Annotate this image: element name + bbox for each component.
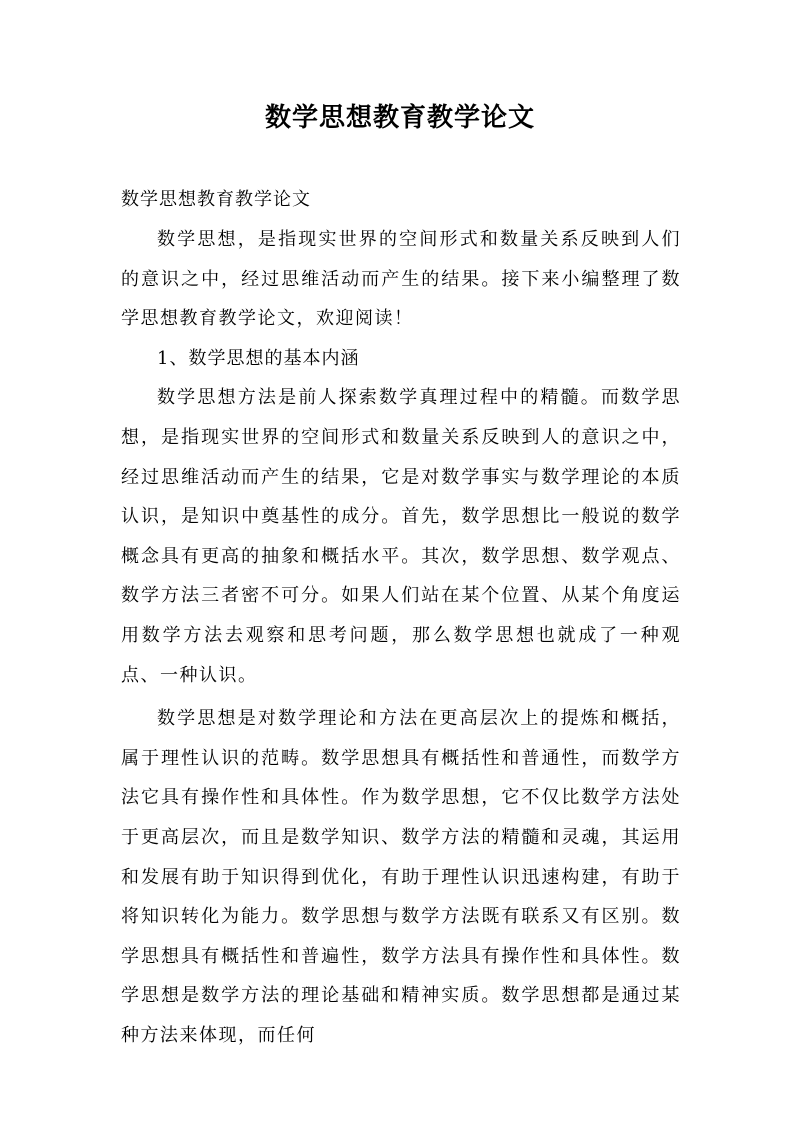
document-body	[121, 180, 681, 1055]
page-title: 数学思想教育教学论文	[264, 103, 535, 133]
body-paragraph: 数学思想是对数学理论和方法在更高层次上的提炼和概括，属于理性认识的范畴。数学思想具有概括性和普通性，而数学方法它具有操作性和具体性。作为数学思想，它不仅比数学方法处于更高层次，而且是数学知识、数学方法的精髓和灵魂，其运用和发展有助于知识得到优化，有助于理性认识迅速构建，有助于将知识转化为能力。数学思想与数学方法既有联系又有区别。数学思想具有概括性和普遍性，数学方法具有操作性和具体性。数学思想是数学方法的理论基础和精神实质。数学思想都是通过某种方法来体现，而任何	[121, 708, 681, 1046]
section-heading: 1、数学思想的基本内涵	[157, 347, 360, 369]
intro-paragraph: 数学思想，是指现实世界的空间形式和数量关系反映到人们的意识之中，经过思维活动而产生的结果。接下来小编整理了数学思想教育教学论文，欢迎阅读！	[121, 229, 681, 330]
document-subtitle: 数学思想教育教学论文	[121, 189, 311, 210]
body-paragraph: 数学思想方法是前人探索数学真理过程中的精髓。而数学思想，是指现实世界的空间形式和数量关系反映到人的意识之中，经过思维活动而产生的结果，它是对数学事实与数学理论的本质认识，是知识中奠基性的成分。首先，数学思想比一般说的数学概念具有更高的抽象和概括水平。其次，数学思想、数学观点、数学方法三者密不可分。如果人们站在某个位置、从某个角度运用数学方法去观察和思考问题，那么数学思想也就成了一种观点、一种认识。	[121, 387, 681, 686]
